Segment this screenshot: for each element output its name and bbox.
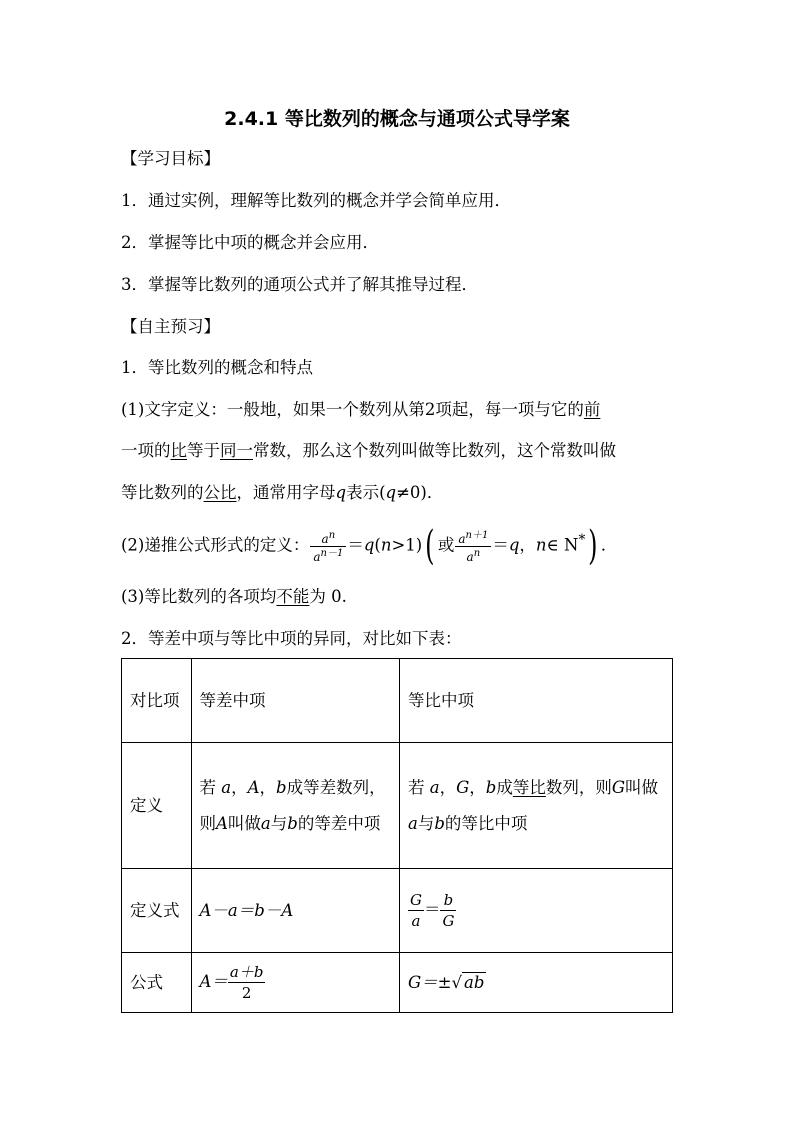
table-header-cell: 等比中项 — [400, 659, 673, 743]
section-heading-goals: 【学习目标】 — [121, 149, 220, 168]
recursive-definition-line: (2)递推公式形式的定义： $\frac{a^n}{a^{n-1}}$ ＝q(n>1)( 或 $\frac{a^{n+1}}{a^n}$ ＝q，n∈ N*) ． — [121, 523, 618, 569]
table-cell-geo-definition: 若 a，G，b成等比数列，则G叫做a与b的等比中项 — [400, 743, 673, 869]
blank-answer-qian: 前 — [583, 400, 601, 419]
section-heading-preview: 【自主预习】 — [121, 317, 220, 336]
preview-item-1: 1．等比数列的概念和特点 — [121, 358, 313, 377]
fraction-g-over-a: $\frac{G}{a}$ — [410, 891, 422, 930]
goal-item-3: 3．掌握等比数列的通项公式并了解其推导过程． — [121, 275, 478, 294]
table-cell-label: 定义式 — [122, 869, 192, 953]
table-row — [122, 953, 673, 1013]
blank-answer-bi: 比 — [170, 441, 187, 460]
definition-text-line-1: (1)文字定义：一般地，如果一个数列从第2项起，每一项与它的前 — [121, 400, 601, 419]
document-title: 2.4.1 等比数列的概念与通项公式导学案 — [224, 108, 570, 130]
table-header-cell: 对比项 — [122, 659, 192, 743]
blank-answer-dengbi: 等比 — [512, 777, 546, 797]
table-header-cell: 等差中项 — [191, 659, 400, 743]
left-paren: ( — [425, 523, 435, 569]
goal-item-2: 2．掌握等比中项的概念并会应用． — [121, 233, 379, 252]
comparison-table — [121, 658, 673, 1013]
table-cell-label: 定义 — [122, 743, 192, 869]
preview-item-2: 2．等差中项与等比中项的异同，对比如下表： — [121, 629, 462, 648]
table-row — [122, 869, 673, 953]
fraction-b-over-g: $\frac{b}{G}$ — [442, 891, 455, 930]
definition-text-line-3: 等比数列的公比，通常用字母q表示(q≠0)． — [121, 483, 444, 502]
fraction-a-plus-b-over-2: $\frac{a+b}{2}$ — [229, 963, 264, 1002]
nonzero-terms-line: (3)等比数列的各项均不能为 0. — [121, 587, 347, 606]
table-cell-label: 公式 — [122, 953, 192, 1013]
fraction-an1-over-an: $\frac{a^{n+1}}{a^n}$ — [455, 529, 491, 564]
table-cell-arith-formula: A＝ $\frac{a+b}{2}$ — [191, 953, 400, 1013]
right-paren: ) — [588, 523, 598, 569]
blank-answer-buneng: 不能 — [276, 587, 310, 606]
goal-item-1: 1．通过实例，理解等比数列的概念并学会简单应用． — [121, 191, 511, 210]
table-cell-arith-formula-def: A－a＝b－A — [191, 869, 400, 953]
blank-answer-gongbi: 公比 — [203, 483, 237, 502]
table-cell-geo-formula-def: $\frac{G}{a}$ ＝ $\frac{b}{G}$ — [400, 869, 673, 953]
blank-answer-tongyi: 同一 — [220, 441, 253, 460]
table-row — [122, 743, 673, 869]
definition-text-line-2: 一项的比等于同一常数，那么这个数列叫做等比数列，这个常数叫做 — [121, 441, 616, 460]
table-cell-arith-definition: 若 a，A，b成等差数列，则A叫做a与b的等差中项 — [191, 743, 400, 869]
table-cell-geo-formula: G＝±√ ab — [400, 953, 673, 1013]
table-row — [122, 659, 673, 743]
fraction-an-over-an-1: $\frac{a^n}{a^{n-1}}$ — [310, 529, 346, 564]
sqrt-icon: √ — [451, 972, 463, 992]
